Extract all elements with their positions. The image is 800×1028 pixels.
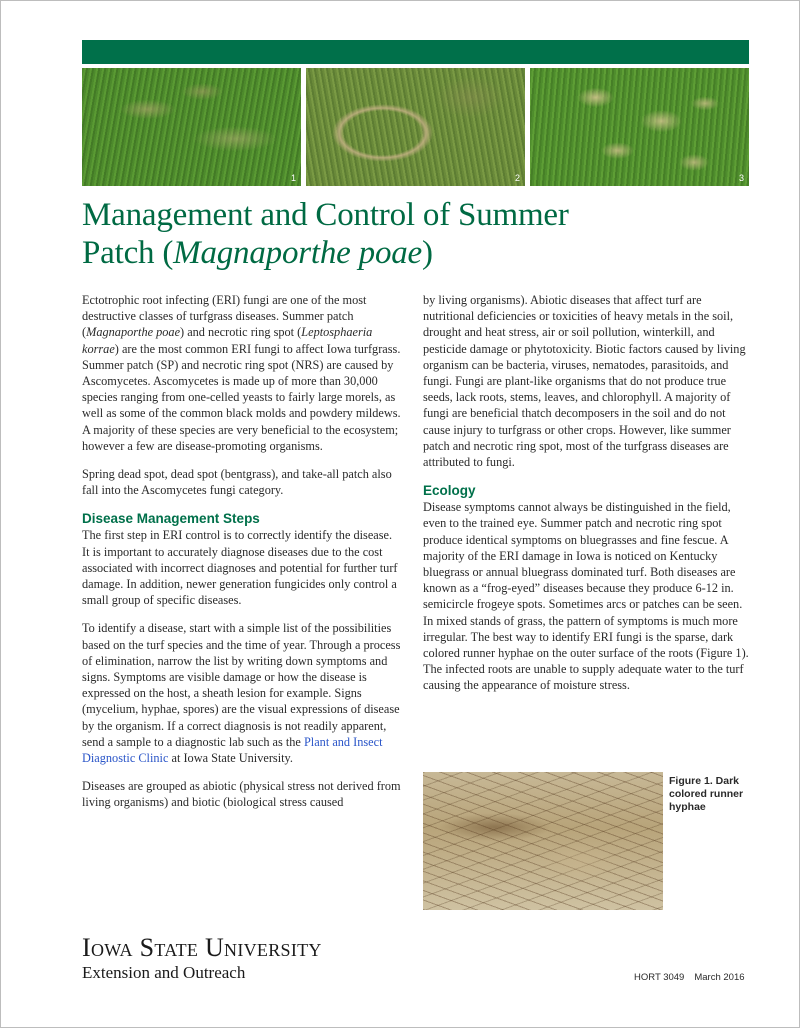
title-line-2-prefix: Patch ( — [82, 235, 174, 271]
turf-photo-3 — [530, 68, 749, 186]
text-run: ) and necrotic ring spot ( — [180, 325, 302, 340]
text-run: at Iowa State University. — [168, 751, 293, 766]
title-line-1: Management and Control of Summer — [82, 197, 569, 233]
page-title — [82, 196, 742, 272]
header-green-bar — [82, 40, 749, 64]
section-heading-disease-management: Disease Management Steps — [82, 511, 260, 527]
runner-hyphae-figure — [423, 772, 663, 910]
text-run: To identify a disease, start with a simple list of the possibilities based on the turf species and the time of year. Through a process of elimination, narrow the list by writing down symptoms and signs. Symptoms are visible damage or how the disease is expressed on the host, a sheath lesion for example. Signs (mycelium, hyphae, spores) are the visual expressions of disease by the organism. If a correct diagnosis is not readily apparent, send a sample to a diagnostic lab such as the — [82, 621, 401, 749]
right-column — [423, 292, 749, 706]
photo-number: 2 — [514, 173, 520, 183]
intro-paragraph — [82, 292, 402, 454]
text-run: Ectotrophic root infecting (ERI) fungi are one of the most destructive classes of turfgrass diseases. Summer patch ( — [82, 293, 367, 340]
disease-groups-paragraph: Diseases are grouped as abiotic (physical stress not derived from living organisms) and biotic (biological stress caused — [82, 779, 401, 810]
ascomycetes-paragraph: Spring dead spot, dead spot (bentgrass), and take-all patch also fall into the Ascomycetes fungi category. — [82, 467, 392, 498]
species-name: Magnaporthe poae — [86, 325, 181, 340]
title-species-name: Magnaporthe poae — [173, 235, 423, 271]
first-step-paragraph: The first step in ERI control is to correctly identify the disease. It is important to accurately diagnose diseases due to the cost associated with incorrect diagnoses and potential for further turf damage. In addition, newer generation fungicides only control a small group of specific diseases. — [82, 528, 398, 608]
turf-photo-2 — [306, 68, 525, 186]
publication-info — [634, 972, 745, 983]
abiotic-biotic-paragraph: by living organisms). Abiotic diseases that affect turf are nutritional deficiencies or toxicities of heavy metals in the soil, drought and heat stress, air or soil pollution, winterkill, and pesticide damage or phytotoxicity. Biotic factors caused by living organism can be bacteria, viruses, nematodes, parasitoids, and fungi. Fungi are plant-like organisms that do not produce true seeds, lack roots, stems, leaves, and chlorophyll. A majority of fungi are beneficial thatch decomposers in the soil and do not cause injury to turfgrass or other crops. However, like summer patch and necrotic ring spot, most of the turfgrass diseases are attributed to fungi. — [423, 293, 746, 470]
publication-code: HORT 3049 — [634, 972, 685, 983]
photo-number: 1 — [290, 173, 296, 183]
left-column — [82, 292, 402, 823]
header-photo-strip — [82, 68, 749, 186]
ecology-paragraph: Disease symptoms cannot always be distinguished in the field, even to the trained eye. Summer patch and necrotic ring spot produce identical symptoms on bluegrasses and fine fescue. A majority of the ERI damage in Iowa is noticed on Kentucky bluegrass or annual bluegrass dominated turf. Both diseases are known as a “frog-eyed” diseases because they produce 6-12 in. semicircle frogeye spots. Sometimes arcs or patches can be seen. In mixed stands of grass, the pattern of symptoms is much more irregular. The best way to identify ERI fungi is the sparse, dark colored runner hyphae on the outer surface of the roots (Figure 1). The infected roots are unable to supply adequate water to the turf causing the appearance of moisture stress. — [423, 500, 749, 693]
title-line-2-suffix: ) — [422, 235, 433, 271]
text-run: ) are the most common ERI fungi to affect Iowa turfgrass. Summer patch (SP) and necrotic ring spot (NRS) are caused by Ascomycetes. Ascomycetes is made up of more than 30,000 species ranging from one-celled yeasts to fairly large morels, as well as some of the common black molds and powdery mildews. A majority of these species are very beneficial to the ecosystem; however a few are disease-promoting organisms. — [82, 341, 401, 453]
photo-number: 3 — [738, 173, 744, 183]
turf-photo-1 — [82, 68, 301, 186]
section-heading-ecology: Ecology — [423, 483, 476, 499]
publication-date: March 2016 — [694, 972, 745, 983]
diagnostic-clinic-link[interactable]: Plant and Insect Diagnostic Clinic — [82, 734, 383, 766]
species-name: Leptosphaeria korrae — [82, 325, 373, 356]
identify-disease-paragraph — [82, 620, 402, 766]
extension-outreach-label: Extension and Outreach — [82, 963, 246, 982]
university-wordmark: Iowa State University — [82, 933, 322, 962]
figure-caption: Figure 1. Dark colored runner hyphae — [669, 775, 744, 813]
